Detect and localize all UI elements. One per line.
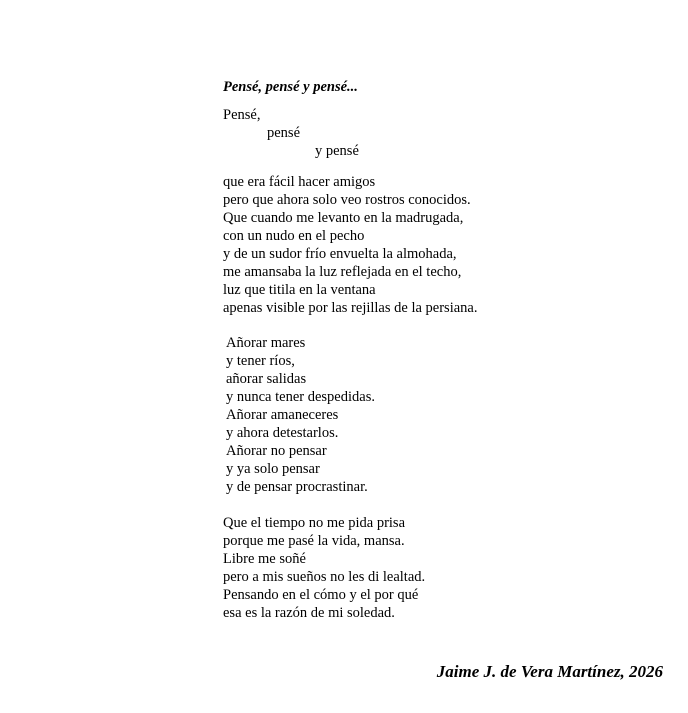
- poem-line: me amansaba la luz reflejada en el techo,: [223, 264, 462, 280]
- poem-line: Que el tiempo no me pida prisa: [223, 515, 406, 531]
- poem-line: Libre me soñé: [223, 551, 306, 567]
- poem-line: luz que titila en la ventana: [223, 282, 376, 298]
- poem-line: y nunca tener despedidas.: [226, 389, 375, 405]
- poem-line: pero que ahora solo veo rostros conocidos.: [223, 192, 471, 208]
- poem-line: Pensando en el cómo y el por qué: [223, 587, 419, 603]
- poem-line: añorar salidas: [226, 371, 307, 387]
- poem-line: Pensé,: [223, 107, 261, 123]
- poem-line: y ya solo pensar: [226, 461, 320, 477]
- poem-line: y ahora detestarlos.: [226, 425, 339, 441]
- poem-line: porque me pasé la vida, mansa.: [223, 533, 405, 549]
- stanza-3: [223, 514, 425, 622]
- stanza-1: [223, 173, 477, 317]
- poem-line: que era fácil hacer amigos: [223, 174, 376, 190]
- poem-line: pero a mis sueños no les di lealtad.: [223, 569, 426, 585]
- poem-line: apenas visible por las rejillas de la persiana.: [223, 300, 478, 316]
- poem-line: y de pensar procrastinar.: [226, 479, 368, 495]
- opening-lines: [223, 106, 359, 160]
- poem-line: Añorar amaneceres: [226, 407, 339, 423]
- poem-line: Que cuando me levanto en la madrugada,: [223, 210, 464, 226]
- author-signature: Jaime J. de Vera Martínez, 2026: [436, 662, 663, 681]
- poem-line: esa es la razón de mi soledad.: [223, 605, 395, 621]
- stanza-2: [226, 334, 375, 496]
- poem-line: Añorar no pensar: [226, 443, 327, 459]
- poem-line: y de un sudor frío envuelta la almohada,: [223, 246, 457, 262]
- poem-line: y tener ríos,: [226, 353, 295, 369]
- poem-line: pensé: [267, 125, 301, 141]
- poem-title: Pensé, pensé y pensé...: [223, 79, 358, 95]
- poem-line: Añorar mares: [226, 335, 306, 351]
- poem-line: y pensé: [315, 143, 359, 159]
- poem-line: con un nudo en el pecho: [223, 228, 365, 244]
